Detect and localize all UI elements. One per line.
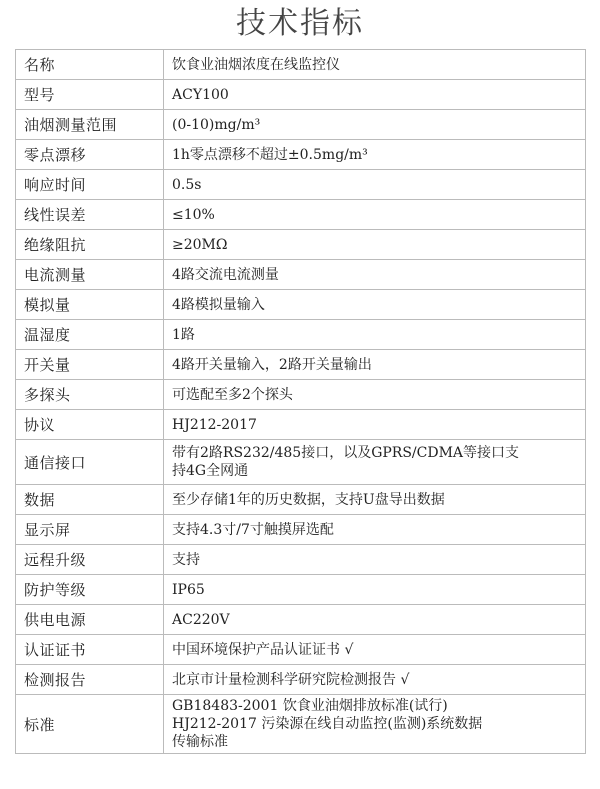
row-value (164, 200, 586, 230)
row-value (164, 440, 586, 485)
row-value (164, 575, 586, 605)
row-value (164, 410, 586, 440)
page-title: 技术指标 (236, 6, 364, 41)
row-value-line: ≥20MΩ (172, 236, 228, 253)
row-value-line: AC220V (172, 611, 230, 628)
table-row (16, 605, 586, 635)
row-value (164, 545, 586, 575)
table-row (16, 170, 586, 200)
row-value (164, 695, 586, 754)
row-label: 名称 (16, 50, 164, 80)
row-label: 远程升级 (16, 545, 164, 575)
row-label: 响应时间 (16, 170, 164, 200)
row-value-line: 带有2路RS232/485接口，以及GPRS/CDMA等接口支 (172, 445, 520, 461)
row-value (164, 140, 586, 170)
table-row (16, 695, 586, 754)
spec-table-body (16, 50, 586, 754)
spec-table (15, 49, 586, 754)
row-label: 电流测量 (16, 260, 164, 290)
row-value (164, 110, 586, 140)
table-row (16, 545, 586, 575)
row-value-line: HJ212-2017 (172, 416, 257, 433)
row-value (164, 230, 586, 260)
table-row (16, 80, 586, 110)
row-label: 零点漂移 (16, 140, 164, 170)
row-value (164, 290, 586, 320)
row-value-line: 至少存储1年的历史数据，支持U盘导出数据 (172, 491, 445, 508)
row-value-line: 支持 (172, 551, 200, 568)
row-value (164, 605, 586, 635)
table-row (16, 140, 586, 170)
row-value (164, 260, 586, 290)
row-label: 显示屏 (16, 515, 164, 545)
table-row (16, 260, 586, 290)
row-value (164, 485, 586, 515)
table-row (16, 350, 586, 380)
table-row (16, 485, 586, 515)
row-label: 数据 (16, 485, 164, 515)
row-value-line: 4路模拟量输入 (172, 296, 265, 313)
row-value-line: 0.5s (172, 176, 202, 193)
row-label: 多探头 (16, 380, 164, 410)
row-label: 模拟量 (16, 290, 164, 320)
table-row (16, 320, 586, 350)
row-value-line: 1h零点漂移不超过±0.5mg/m³ (172, 146, 368, 163)
row-value (164, 635, 586, 665)
row-value-line: 北京市计量检测科学研究院检测报告 √ (172, 671, 410, 688)
row-label: 型号 (16, 80, 164, 110)
row-value (164, 380, 586, 410)
row-label: 开关量 (16, 350, 164, 380)
row-label: 认证证书 (16, 635, 164, 665)
table-row (16, 50, 586, 80)
table-row (16, 410, 586, 440)
row-label: 标准 (16, 695, 164, 754)
row-label: 线性误差 (16, 200, 164, 230)
row-value-line: ACY100 (172, 86, 229, 103)
row-label: 绝缘阻抗 (16, 230, 164, 260)
row-value (164, 320, 586, 350)
row-label: 温湿度 (16, 320, 164, 350)
table-row (16, 230, 586, 260)
row-value-line: 1路 (172, 326, 195, 343)
row-label: 协议 (16, 410, 164, 440)
row-value-line: 4路开关量输入，2路开关量输出 (172, 356, 372, 373)
row-label: 供电电源 (16, 605, 164, 635)
row-value-line: 中国环境保护产品认证证书 √ (172, 641, 354, 658)
row-label: 油烟测量范围 (16, 110, 164, 140)
row-value-line: GB18483-2001 饮食业油烟排放标准(试行) (172, 698, 448, 714)
row-value (164, 515, 586, 545)
row-label: 通信接口 (16, 440, 164, 485)
row-value-line: 饮食业油烟浓度在线监控仪 (172, 56, 340, 73)
row-value (164, 170, 586, 200)
table-row (16, 110, 586, 140)
row-value-line: HJ212-2017 污染源在线自动监控(监测)系统数据 (172, 716, 483, 732)
row-value-line: 可选配至多2个探头 (172, 386, 293, 403)
row-value-line: (0-10)mg/m³ (172, 116, 261, 133)
row-value-line: 持4G全网通 (172, 463, 249, 479)
row-value-line: ≤10% (172, 206, 215, 223)
table-row (16, 200, 586, 230)
row-value-line: 4路交流电流测量 (172, 266, 279, 283)
table-row (16, 665, 586, 695)
table-row (16, 290, 586, 320)
table-row (16, 440, 586, 485)
row-label: 防护等级 (16, 575, 164, 605)
row-value-line: 传输标准 (172, 734, 228, 750)
row-label: 检测报告 (16, 665, 164, 695)
table-row (16, 515, 586, 545)
table-row (16, 575, 586, 605)
row-value (164, 80, 586, 110)
row-value (164, 665, 586, 695)
row-value-line: 支持4.3寸/7寸触摸屏选配 (172, 521, 334, 538)
row-value (164, 50, 586, 80)
row-value (164, 350, 586, 380)
row-value-line: IP65 (172, 581, 205, 598)
table-row (16, 635, 586, 665)
table-row (16, 380, 586, 410)
